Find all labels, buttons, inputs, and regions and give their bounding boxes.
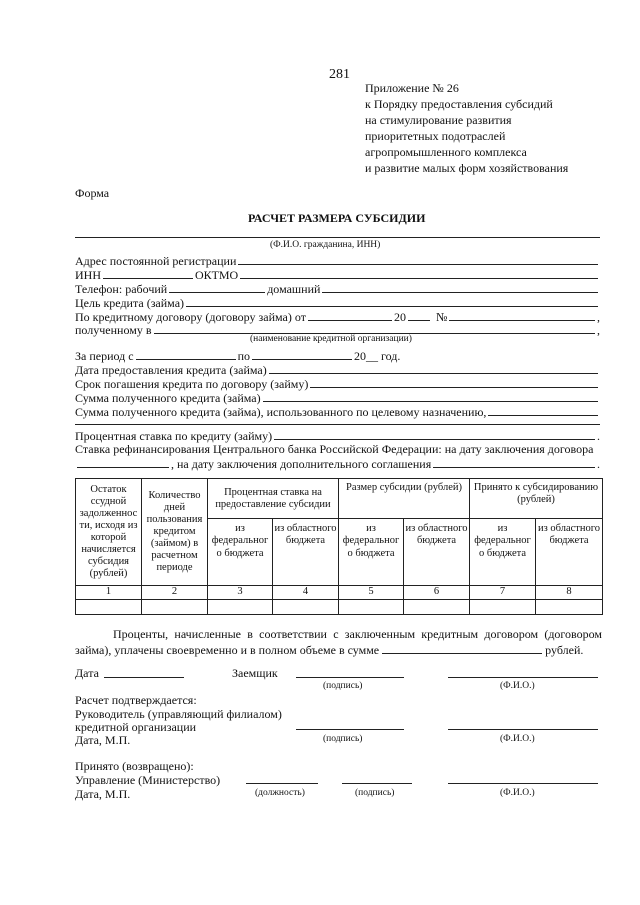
repay-term-row — [75, 377, 600, 390]
annex-line: к Порядку предоставления субсидий — [365, 97, 553, 111]
cbr-rate-agreement-field[interactable] — [433, 457, 595, 468]
rate-dot: . — [597, 429, 600, 443]
cbr-rate-dot: . — [597, 457, 600, 471]
borrower-label: Заемщик — [232, 666, 278, 680]
col-number: 5 — [339, 586, 404, 600]
issue-date-row — [75, 363, 600, 376]
confirmed-label: Расчет подтверждается: — [75, 693, 197, 707]
signature-caption: (подпись) — [323, 734, 363, 744]
received-comma: , — [597, 323, 600, 337]
table-cell[interactable] — [76, 600, 142, 615]
period-to-field[interactable] — [252, 349, 352, 360]
signature-caption: (подпись) — [323, 681, 363, 691]
annex-line: приоритетных подотраслей — [365, 129, 506, 143]
credit-sum-row — [75, 391, 600, 404]
interest-paragraph — [75, 626, 602, 658]
annex-line: агропромышленного комплекса — [365, 145, 527, 159]
col-number: 1 — [76, 586, 142, 600]
received-label: полученному в — [75, 323, 152, 337]
group-rate-header: Процентная ставка на предоставление субсидии — [208, 479, 339, 519]
document-title: РАСЧЕТ РАЗМЕРА СУБСИДИИ — [248, 211, 426, 225]
ministry-position-field[interactable] — [246, 783, 318, 784]
repay-term-field[interactable] — [310, 377, 598, 388]
col-number: 8 — [536, 586, 603, 600]
col-number: 7 — [470, 586, 536, 600]
address-row — [75, 254, 600, 267]
used-sum-row — [75, 405, 600, 418]
group-accepted-header: Принято к субсидированию (рублей) — [470, 479, 603, 519]
date-field[interactable] — [104, 677, 184, 678]
annex-line: и развитие малых форм хозяйствования — [365, 161, 569, 175]
col-number: 3 — [208, 586, 273, 600]
table-cell[interactable] — [273, 600, 339, 615]
rate-label: Процентная ставка по кредиту (займу) — [75, 429, 273, 443]
table-cell[interactable] — [142, 600, 208, 615]
annex-line: Приложение № 26 — [365, 81, 459, 95]
address-field[interactable] — [238, 254, 598, 265]
rate-row — [75, 429, 600, 442]
borrower-fio-field[interactable] — [448, 677, 598, 678]
table-cell[interactable] — [208, 600, 273, 615]
phone-row — [75, 282, 600, 295]
subsidy-table — [75, 478, 603, 615]
period-from-label: За период с — [75, 349, 134, 363]
period-to-label: по — [237, 349, 251, 363]
interest-text: Проценты, начисленные в соответствии с заключенным кредитным договором (договором займа), уплачены своевременно и в полном объеме в сумме — [75, 627, 602, 657]
date-mp2-label: Дата, М.П. — [75, 787, 131, 801]
position-caption: (должность) — [255, 788, 305, 798]
inn-row — [75, 268, 600, 281]
size-federal-header: из федеральног о бюджета — [339, 519, 404, 586]
contract-row — [75, 310, 600, 323]
cbr-rate-contract-field[interactable] — [77, 457, 169, 468]
head-label-line1: Руководитель (управляющий филиалом) — [75, 707, 282, 721]
col-balance-header: Остаток ссудной задолженнос ти, исходя из которой начисляется субсидия (рублей) — [76, 479, 142, 586]
contract-comma: , — [597, 310, 600, 324]
repay-term-label: Срок погашения кредита по договору (займу) — [75, 377, 309, 391]
interest-sum-field[interactable] — [382, 643, 542, 654]
oktmo-field[interactable] — [240, 268, 598, 279]
accepted-label: Принято (возвращено): — [75, 759, 194, 773]
annex-line: на стимулирование развития — [365, 113, 512, 127]
cbr-rate-line1: Ставка рефинансирования Центрального банка Российской Федерации: на дату заключения договора — [75, 442, 594, 456]
table-cell[interactable] — [339, 600, 404, 615]
contract-year-label: 20 — [393, 310, 406, 324]
period-year-label: 20__ год. — [354, 349, 401, 363]
col-number: 6 — [404, 586, 470, 600]
date-label: Дата — [75, 666, 99, 680]
size-regional-header: из областного бюджета — [404, 519, 470, 586]
cbr-rate-line2: , на дату заключения дополнительного соглашения — [171, 457, 432, 471]
rate-federal-header: из федеральног о бюджета — [208, 519, 273, 586]
phone-home-label: домашний — [267, 282, 321, 296]
fio-inn-caption: (Ф.И.О. гражданина, ИНН) — [270, 240, 381, 250]
col-number: 4 — [273, 586, 339, 600]
phone-home-field[interactable] — [322, 282, 598, 293]
phone-work-field[interactable] — [169, 282, 265, 293]
purpose-row — [75, 296, 600, 309]
fio-caption: (Ф.И.О.) — [500, 788, 535, 798]
credit-org-field[interactable] — [154, 323, 596, 334]
used-sum-label: Сумма полученного кредита (займа), использованного по целевому назначению, — [75, 405, 487, 419]
oktmo-label: ОКТМО — [195, 268, 239, 282]
group-size-header: Размер субсидии (рублей) — [339, 479, 470, 519]
fio-inn-field[interactable] — [75, 237, 600, 238]
accepted-regional-header: из областного бюджета — [536, 519, 603, 586]
inn-label: ИНН — [75, 268, 101, 282]
credit-sum-field[interactable] — [263, 391, 598, 402]
cbr-rate-row — [75, 457, 600, 470]
inn-field[interactable] — [103, 268, 193, 279]
period-from-field[interactable] — [136, 349, 236, 360]
rate-regional-header: из областного бюджета — [273, 519, 339, 586]
issue-date-field[interactable] — [269, 363, 598, 374]
issue-date-label: Дата предоставления кредита (займа) — [75, 363, 267, 377]
borrower-signature-field[interactable] — [296, 677, 404, 678]
ministry-signature-field[interactable] — [342, 783, 412, 784]
annex-header — [365, 80, 568, 176]
accepted-federal-header: из федеральног о бюджета — [470, 519, 536, 586]
address-label: Адрес постоянной регистрации — [75, 254, 237, 268]
credit-org-caption: (наименование кредитной организации) — [250, 334, 412, 344]
ministry-fio-field[interactable] — [448, 783, 598, 784]
contract-label: По кредитному договору (договору займа) от — [75, 310, 306, 324]
contract-date-field[interactable] — [308, 310, 392, 321]
used-sum-continuation[interactable] — [75, 424, 600, 425]
purpose-label: Цель кредита (займа) — [75, 296, 185, 310]
bank-signature-field[interactable] — [296, 729, 404, 730]
ministry-label: Управление (Министерство) — [75, 773, 221, 787]
table-cell[interactable] — [536, 600, 603, 615]
signature-caption: (подпись) — [355, 788, 395, 798]
contract-number-field[interactable] — [449, 310, 595, 321]
purpose-field[interactable] — [186, 296, 598, 307]
contract-number-label: № — [435, 310, 448, 324]
table-cell[interactable] — [404, 600, 470, 615]
period-row — [75, 349, 600, 362]
col-number: 2 — [142, 586, 208, 600]
bank-fio-field[interactable] — [448, 729, 598, 730]
credit-sum-label: Сумма полученного кредита (займа) — [75, 391, 261, 405]
table-cell[interactable] — [470, 600, 536, 615]
contract-year-field[interactable] — [408, 310, 430, 321]
date-mp-label: Дата, М.П. — [75, 733, 131, 747]
rubles-label: рублей. — [545, 643, 584, 657]
form-label: Форма — [75, 186, 110, 200]
phone-work-label: Телефон: рабочий — [75, 282, 168, 296]
col-days-header: Количество дней пользования кредитом (займом) в расчетном периоде — [142, 479, 208, 586]
fio-caption: (Ф.И.О.) — [500, 681, 535, 691]
page-number: 281 — [329, 67, 350, 82]
used-sum-field[interactable] — [488, 405, 598, 416]
head-label-line2: кредитной организации — [75, 720, 197, 734]
fio-caption: (Ф.И.О.) — [500, 734, 535, 744]
rate-field[interactable] — [274, 429, 595, 440]
